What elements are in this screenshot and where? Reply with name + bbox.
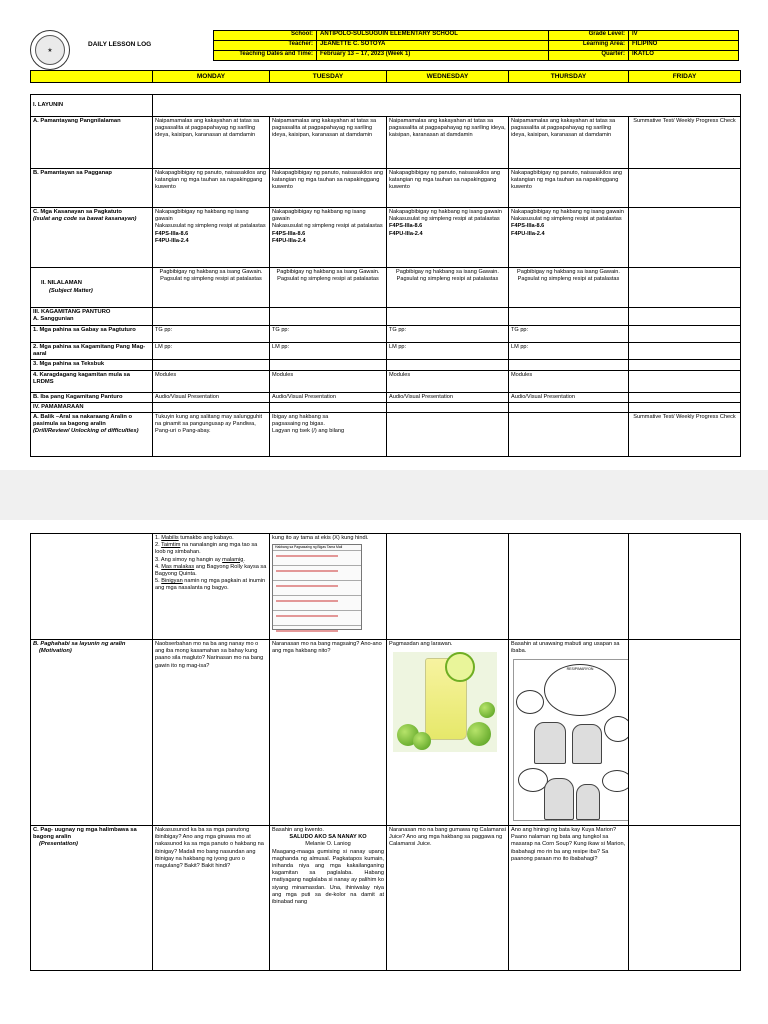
nilalaman-wednesday: Pagbibigay ng hakbang sa isang Gawain. Pagsulat ng simpleng resipi at patalastas bbox=[387, 268, 509, 308]
dates-value: February 13 – 17, 2023 (Week 1) bbox=[317, 51, 549, 61]
day-wednesday: WEDNESDAY bbox=[387, 71, 509, 83]
nilalaman-tuesday: Pagbibigay ng hakbang sa isang Gawain. Pagsulat ng simpleng resipi at patalastas bbox=[270, 268, 387, 308]
c-wednesday: Nakapagbibigay ng hakbang ng isang gawain Nakasusulat ng simpleng resipi at patalastas F4PS-IIIa-8.6 F4PU-IIIa-2.4 bbox=[387, 208, 509, 268]
nilalaman-thursday: Pagbibigay ng hakbang sa isang Gawain. Pagsulat ng simpleng resipi at patalastas bbox=[509, 268, 629, 308]
pamantayang-label: A. Pamantayang Pangnilalaman bbox=[31, 117, 153, 169]
modules-tuesday: Modules bbox=[270, 370, 387, 392]
audio-thursday: Audio/Visual Presentation bbox=[509, 392, 629, 402]
tg-tuesday: TG pp: bbox=[270, 326, 387, 343]
balik-monday: Tukuyin kung ang salitang may salungguhit na ginamit sa pangungusap ay Pandiwa, Pang-uri o Pang-abay. bbox=[153, 413, 270, 457]
header-table bbox=[213, 30, 739, 61]
layunin-heading: I. LAYUNIN bbox=[31, 95, 153, 117]
teksbuk-label: 3. Mga pahina sa Teksbuk bbox=[31, 360, 153, 370]
b-monday: Nakapagbibigay ng panuto, naisasakilos ang katangian ng mga tauhan sa napakinggang kuwento bbox=[153, 169, 270, 208]
motivation-wednesday: Pagmasdan ang larawan. bbox=[387, 640, 509, 826]
days-header bbox=[30, 70, 741, 83]
kasanayan-label: C. Mga Kasanayan sa Pagkatuto (Isulat ang code sa bawat kasanayan) bbox=[31, 208, 153, 268]
motivation-monday: Naobserbahan mo na ba ang nanay mo o ang iba mong kasamahan sa bahay kung paano sila magluto? Narinasan mo na bang gawin ito ng mag-isa? bbox=[153, 640, 270, 826]
story-title: SALUDO AKO SA NANAY KO bbox=[289, 834, 367, 841]
document-title: DAILY LESSON LOG bbox=[88, 41, 152, 48]
audio-wednesday: Audio/Visual Presentation bbox=[387, 392, 509, 402]
b-thursday: Nakapagbibigay ng panuto, naisasakilos ang katangian ng mga tauhan sa napakinggang kuwento bbox=[509, 169, 629, 208]
lesson-table-continued bbox=[30, 533, 741, 971]
nilalaman-monday: Pagbibigay ng hakbang sa isang Gawain. Pagsulat ng simpleng resipi at patalastas bbox=[153, 268, 270, 308]
presentation-wednesday: Naranasan mo na bang gumawa ng Calamansi Juice? Ano ang mga hakbang sa paggawa ng Calamansi Juice. bbox=[387, 826, 509, 971]
presentation-monday: Nakasusunod ka ba sa mga panutong ibinibigay? Ano ang mga ginawa mo at nakasunod ka sa mga panuto o hakbang na ibinigay? Madali mo bang nasundan ang ibinigay na hakbang ng iyong guro o magulang? Bakit? Bakit hindi? bbox=[153, 826, 270, 971]
presentation-thursday: Ano ang hiningi ng bata kay Kuya Marion? Paano nalaman ng bata ang tungkol sa masarap na Corn Soup? Kung ikaw si Marion, ibabahagi mo rin ba ang resipe iba? Sa paanong paraan mo ito ibabahagi? bbox=[509, 826, 629, 971]
pagganap-label: B. Pamantayan sa Pagganap bbox=[31, 169, 153, 208]
presentation-label: C. Pag- uugnay ng mga halimbawa sa bagong aralin (Presentation) bbox=[31, 826, 153, 971]
school-label: School: bbox=[214, 31, 317, 41]
school-value: ANTIPOLO-SULSUGUIN ELEMENTARY SCHOOL bbox=[317, 31, 549, 41]
page-gap bbox=[0, 470, 768, 520]
a-monday: Naipamamalas ang kakayahan at tatas sa pagsasalita at pagpapahayag ng sariling ideya, kaisipan, karanasan at damdamin bbox=[153, 117, 270, 169]
motivation-tuesday: Naranasan mo na bang magsaing? Ano-ano ang mga hakbang nito? bbox=[270, 640, 387, 826]
quarter-value: IKATLO bbox=[629, 51, 739, 61]
tg-wednesday: TG pp: bbox=[387, 326, 509, 343]
dates-label: Teaching Dates and Time: bbox=[214, 51, 317, 61]
c-thursday: Nakapagbibigay ng hakbang ng isang gawain Nakasusulat ng simpleng resipi at patalastas F4PS-IIIa-8.6 F4PU-IIIa-2.4 bbox=[509, 208, 629, 268]
day-monday: MONDAY bbox=[153, 71, 270, 83]
audio-tuesday: Audio/Visual Presentation bbox=[270, 392, 387, 402]
day-thursday: THURSDAY bbox=[509, 71, 629, 83]
b-wednesday: Nakapagbibigay ng panuto, naisasakilos ang katangian ng mga tauhan sa napakinggang kuwento bbox=[387, 169, 509, 208]
modules-thursday: Modules bbox=[509, 370, 629, 392]
gabay-label: 1. Mga pahina sa Gabay sa Pagtuturo bbox=[31, 326, 153, 343]
checklist-table-image: Hakbang sa Pagsasaing ng Bigas Tama Mali bbox=[272, 544, 362, 630]
area-value: FILIPINO bbox=[629, 41, 739, 51]
pamamaraan-heading: IV. PAMAMARAAN bbox=[31, 402, 153, 412]
a-thursday: Naipamamalas ang kakayahan at tatas sa pagsasalita at pagpapahayag ng sariling ideya, kaisipan, karanasan at damdamin bbox=[509, 117, 629, 169]
a-friday: Summative Test/ Weekly Progress Check bbox=[629, 117, 741, 169]
teacher-label: Teacher: bbox=[214, 41, 317, 51]
c-monday: Nakapagbibigay ng hakbang ng isang gawain Nakasusulat ng simpleng resipi at patalastas F4PS-IIIa-8.6 F4PU-IIIa-2.4 bbox=[153, 208, 270, 268]
lm-thursday: LM pp: bbox=[509, 343, 629, 360]
lesson-table bbox=[30, 94, 741, 457]
calamansi-juice-image bbox=[393, 652, 497, 752]
comic-dialogue-image: RESIPIMARYON bbox=[513, 659, 629, 821]
modules-wednesday: Modules bbox=[387, 370, 509, 392]
b-tuesday: Nakapagbibigay ng panuto, naisasakilos ang katangian ng mga tauhan sa napakinggang kuwento bbox=[270, 169, 387, 208]
lm-monday: LM pp: bbox=[153, 343, 270, 360]
presentation-tuesday: Basahin ang kwento. SALUDO AKO SA NANAY KO Melanie O. Laniog Maagang-maaga gumising si nanay upang maghanda ng almusal. Pagkatapos kumain, inihanda niya ang mga kakailanganing kagamitan sa paglalaba. Habang matiyagang naglalaba si nanay ay palihim ko siyang minamasdan. Una, ihiniwalay niya ang mga puti sa de-kolor na damit at ibinabad nang bbox=[270, 826, 387, 971]
a-wednesday: Naipamamalas ang kakayahan at tatas sa pagsasalita at pagpapahayag ng sariling ideya, kaisipan, karanasan at damdamin bbox=[387, 117, 509, 169]
nilalaman-label: II. NILALAMAN (Subject Matter) bbox=[31, 268, 153, 308]
motivation-thursday: Basahin at unawaing mabuti ang usapan sa ibaba. RESIPIMARYON bbox=[509, 640, 629, 826]
area-label: Learning Area: bbox=[549, 41, 629, 51]
grade-label: Grade Level: bbox=[549, 31, 629, 41]
tg-thursday: TG pp: bbox=[509, 326, 629, 343]
modules-monday: Modules bbox=[153, 370, 270, 392]
lesson-log-page-1 bbox=[0, 0, 768, 470]
balik-tuesday: Ibigay ang hakbang sa pagsasaing ng bigas. Lagyan ng tsek (/) ang bilang bbox=[270, 413, 387, 457]
drill-tuesday-cont: kung ito ay tama at ekis (X) kung hindi. Hakbang sa Pagsasaing ng Bigas Tama Mali bbox=[270, 534, 387, 640]
a-tuesday: Naipamamalas ang kakayahan at tatas sa pagsasalita at pagpapahayag ng sariling ideya, kaisipan, karanasan at damdamin bbox=[270, 117, 387, 169]
tg-monday: TG pp: bbox=[153, 326, 270, 343]
deped-seal-icon: ★ bbox=[30, 30, 70, 70]
lesson-log-page-2 bbox=[0, 520, 768, 1024]
motivation-label: B. Paghahabi sa layunin ng aralin (Motivation) bbox=[31, 640, 153, 826]
balik-friday: Summative Test/ Weekly Progress Check bbox=[629, 413, 741, 457]
kagamitan-label: III. KAGAMITANG PANTURO A. Sanggunian bbox=[31, 308, 153, 326]
drill-sentences: 1. Mabilis tumakbo ang kabayo. 2. Taimtim na nanalangin ang mga tao sa loob ng simbahan. 3. Ang simoy ng hangin ay malamig. 4. Mas malakas ang Bagyong Rolly kaysa sa Bagyong Quinta. 5. Binigyan namin ng mga pagkain at inumin ang mga nasalanta ng bagyo. bbox=[153, 534, 270, 640]
balik-aral-label: A. Balik –Aral sa nakaraang Aralin o pasimula sa bagong aralin (Drill/Review/ Unlocking of difficulties) bbox=[31, 413, 153, 457]
grade-value: IV bbox=[629, 31, 739, 41]
lm-tuesday: LM pp: bbox=[270, 343, 387, 360]
quarter-label: Quarter: bbox=[549, 51, 629, 61]
lm-label: 2. Mga pahina sa Kagamitang Pang Mag-aaral bbox=[31, 343, 153, 360]
teacher-value: JEANETTE C. SOTOYA bbox=[317, 41, 549, 51]
c-tuesday: Nakapagbibigay ng hakbang ng isang gawain Nakasusulat ng simpleng resipi at patalastas F4PS-IIIa-8.6 F4PU-IIIa-2.4 bbox=[270, 208, 387, 268]
audio-monday: Audio/Visual Presentation bbox=[153, 392, 270, 402]
day-friday: FRIDAY bbox=[629, 71, 741, 83]
day-tuesday: TUESDAY bbox=[270, 71, 387, 83]
story-text: Maagang-maaga gumising si nanay upang maghanda ng almusal. Pagkatapos kumain, inihanda niya ang mga kakailanganing kagamitan sa paglalaba. Habang matiyagang naglalaba si nanay ay palihim ko siyang minamasdan. Una, ihiniwalay niya ang mga puti sa de-kolor na damit at ibinabad nang bbox=[272, 848, 384, 906]
story-author: Melanie O. Laniog bbox=[305, 841, 351, 848]
lm-wednesday: LM pp: bbox=[387, 343, 509, 360]
karagdagan-label: 4. Karagdagang kagamitan mula sa LRDMS bbox=[31, 370, 153, 392]
iba-label: B. Iba pang Kagamitang Panturo bbox=[31, 392, 153, 402]
